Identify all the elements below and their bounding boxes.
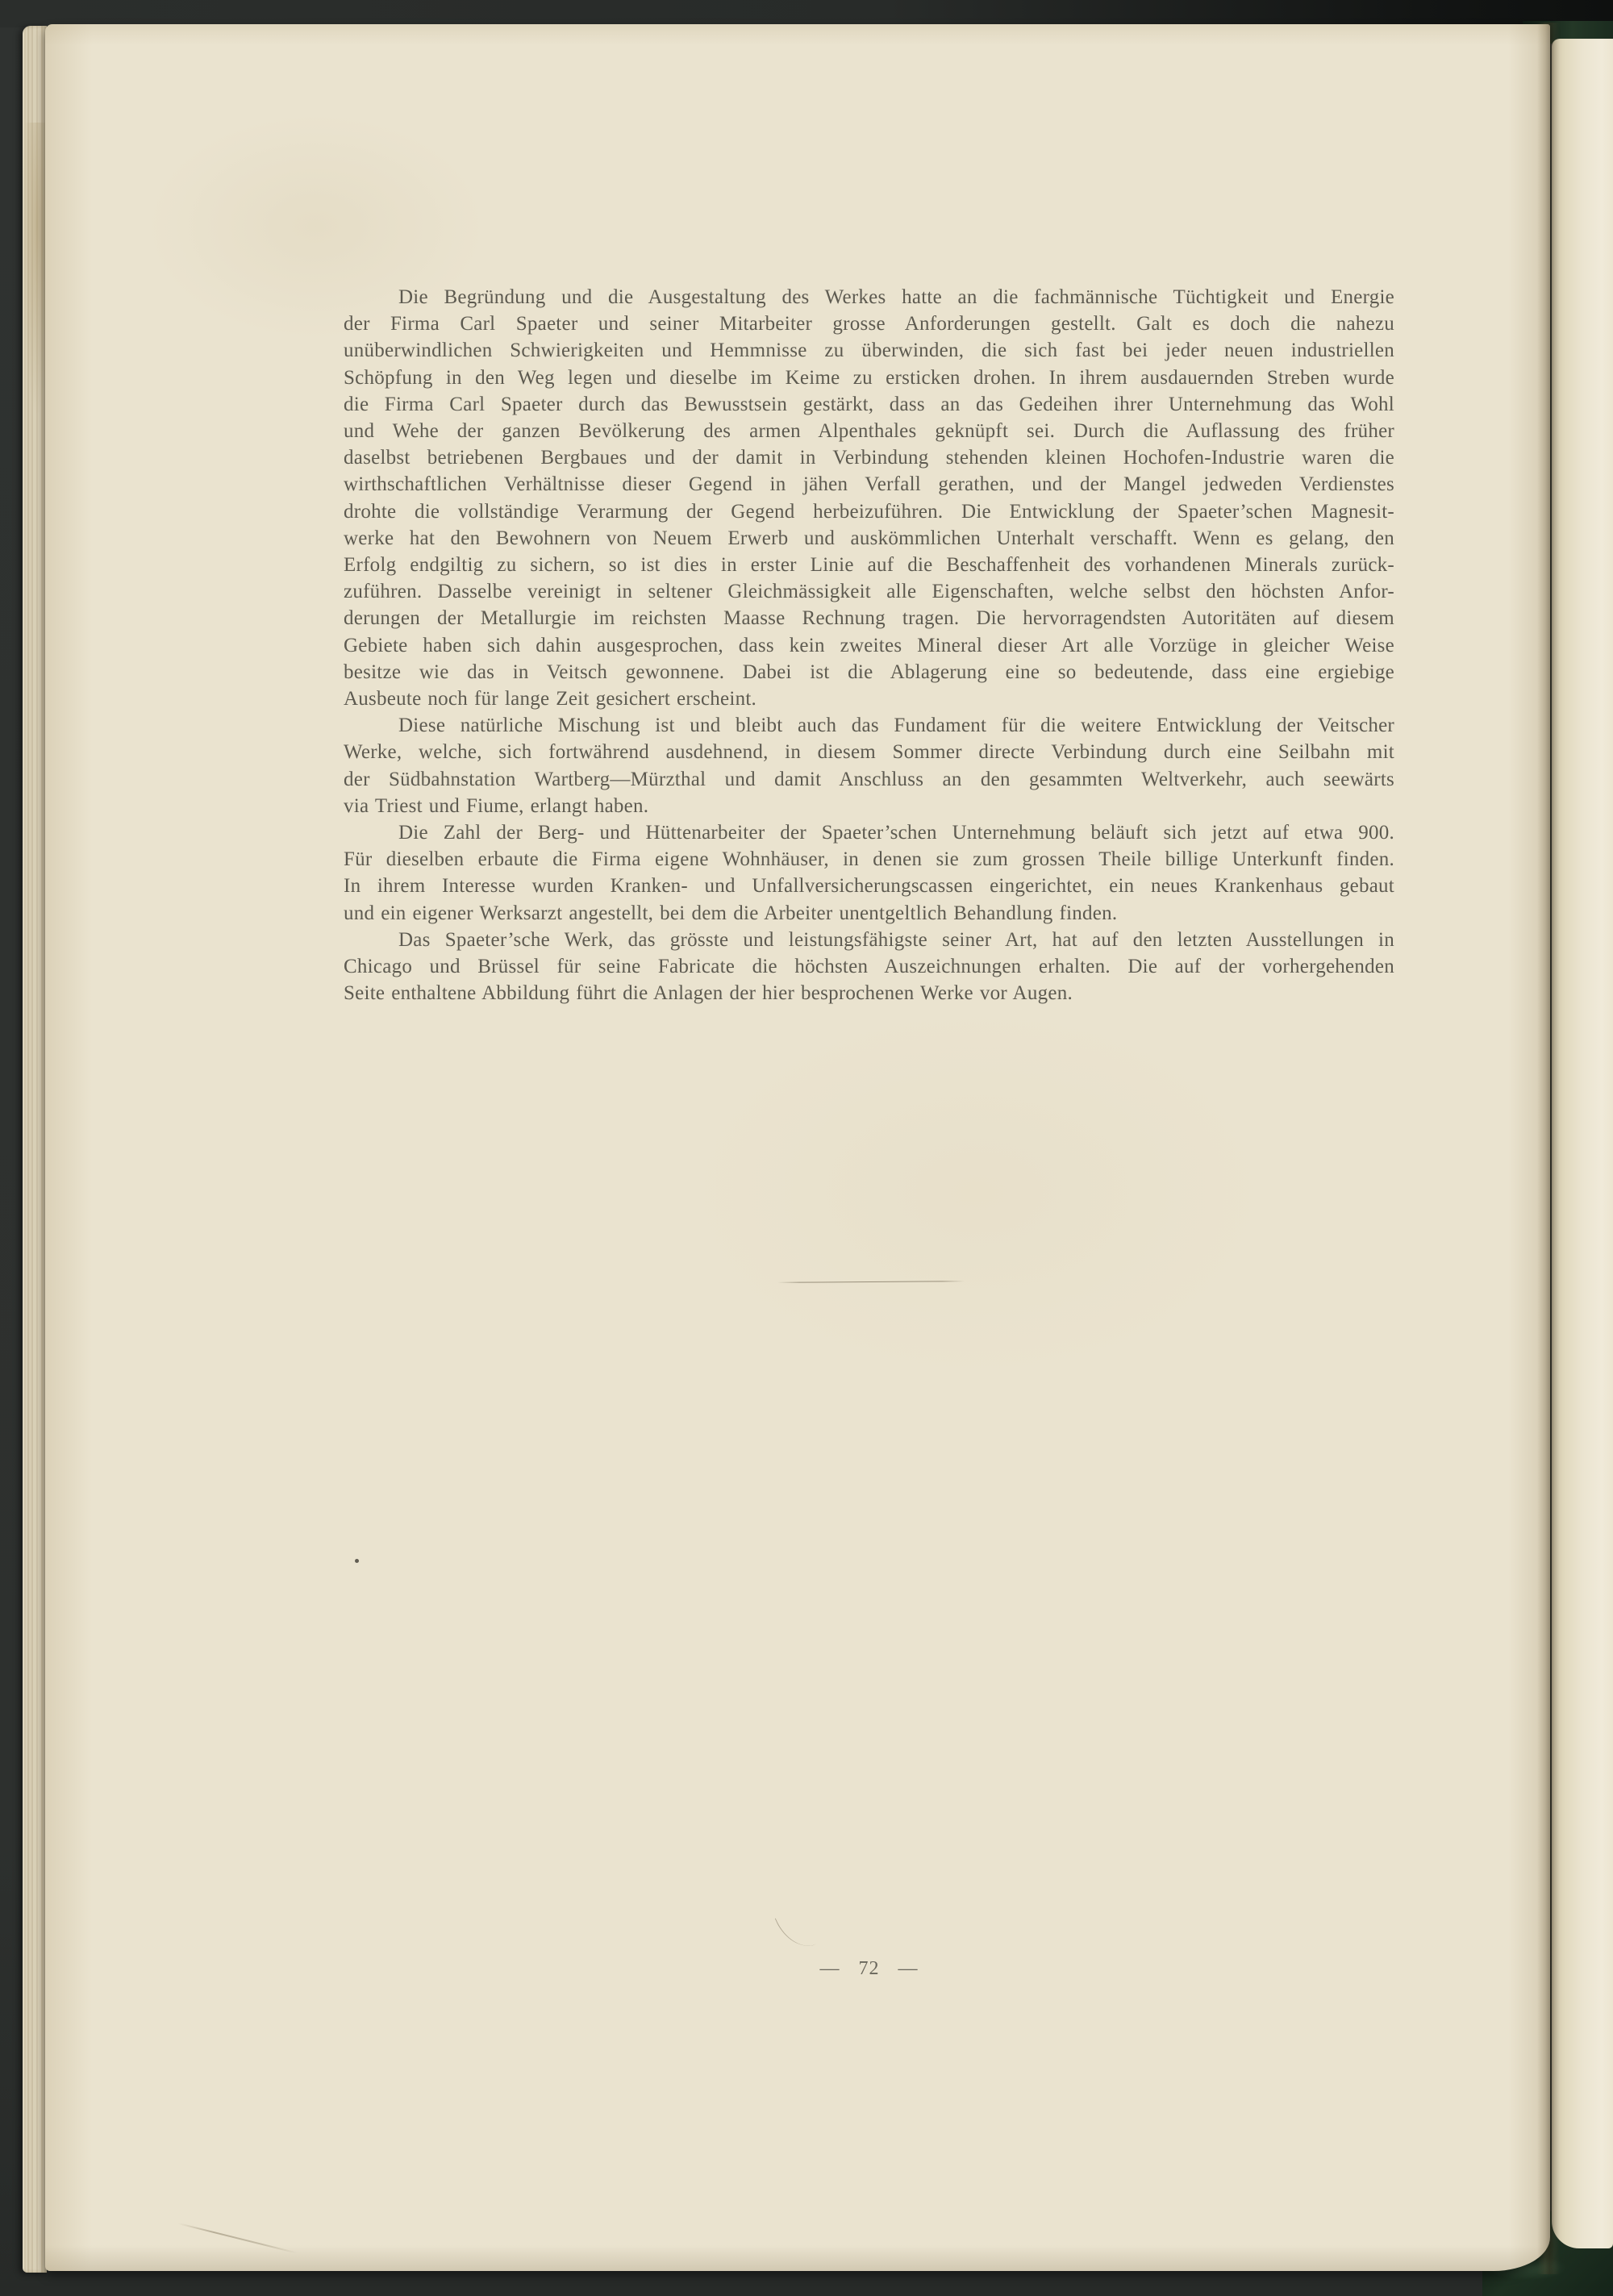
scan-artifact-speck [355,1559,359,1563]
text-line: via Triest und Fiume, erlangt haben. [344,794,649,817]
text-line: der Südbahnstation Wartberg—Mürzthal und damit Anschluss an den gesammten Weltverkehr, auch seewärts [344,768,1394,790]
text-line: Für dieselben erbaute die Firma eigene Wohnhäuser, in denen sie zum grossen Theile billige Unterkunft finden. [344,848,1394,871]
text-line: In ihrem Interesse wurden Kranken- und Unfallversicherungscassen eingerichtet, ein neues Krankenhaus gebaut [344,875,1394,898]
text-line: drohte die vollständige Verarmung der Gegend herbeizuführen. Die Entwicklung der Spaeter’schen Magnesit- [344,500,1394,523]
adjacent-page [1552,39,1613,2248]
text-line: wirthschaftlichen Verhältnisse dieser Gegend in jähen Verfall gerathen, und der Mangel jedweden Verdienstes [344,473,1394,496]
paragraph [344,712,1394,819]
text-line: Diese natürliche Mischung ist und bleibt auch das Fundament für die weitere Entwicklung der Veitscher [398,715,1394,737]
text-line: der Firma Carl Spaeter und seiner Mitarbeiter grosse Anforderungen gestellt. Galt es doch die nahezu [344,313,1394,335]
text-line: Erfolg endgiltig zu sichern, so ist dies in erster Linie auf die Beschaffenheit des vorhandenen Minerals zurück- [344,554,1394,577]
text-line: Die Begründung und die Ausgestaltung des Werkes hatte an die fachmännische Tüchtigkeit und Energie [398,286,1394,308]
text-line: Ausbeute noch für lange Zeit gesichert erscheint. [344,688,757,710]
text-line: Die Zahl der Berg- und Hüttenarbeiter der Spaeter’schen Unternehmung beläuft sich jetzt auf etwa 900. [398,822,1394,844]
paragraph [344,819,1394,927]
backdrop-top-strip [0,0,1613,27]
text-line: Schöpfung in den Weg legen und dieselbe im Keime zu ersticken drohen. In ihrem ausdauernden Streben wurde [344,366,1394,389]
text-line: Werke, welche, sich fortwährend ausdehnend, in diesem Sommer directe Verbindung durch eine Seilbahn mit [344,741,1394,764]
text-line: zuführen. Dasselbe vereinigt in seltener Gleichmässigkeit alle Eigenschaften, welche selbst den höchsten Anfor- [344,581,1394,603]
text-line: werke hat den Bewohnern von Neuem Erwerb und auskömmlichen Unterhalt verschafft. Wenn es gelang, den [344,527,1394,549]
text-line: Das Spaeter’sche Werk, das grösste und leistungsfähigste seiner Art, hat auf den letzten Ausstellungen in [398,928,1394,951]
section-divider [777,1281,965,1283]
text-block [344,284,1394,1006]
page [45,24,1550,2271]
page-edge-stack [23,26,47,2273]
text-line: besitze wie das in Veitsch gewonnene. Dabei ist die Ablagerung eine so bedeutende, dass eine ergiebige [344,660,1394,683]
text-line: unüberwindlichen Schwierigkeiten und Hemmnisse zu überwinden, die sich fast bei jeder neuen industriellen [344,340,1394,362]
text-line: Gebiete haben sich dahin ausgesprochen, dass kein zweites Mineral dieser Art alle Vorzüge in gleicher Weise [344,634,1394,656]
text-line: Seite enthaltene Abbildung führt die Anlagen der hier besprochenen Werke vor Augen. [344,982,1073,1005]
paragraph [344,927,1394,1007]
text-line: und Wehe der ganzen Bevölkerung des armen Alpenthales geknüpft sei. Durch die Auflassung des früher [344,420,1394,443]
text-line: daselbst betriebenen Bergbaues und der damit in Verbindung stehenden kleinen Hochofen-Industrie waren die [344,447,1394,469]
page-number: — 72 — [819,1958,919,1979]
text-line: Chicago und Brüssel für seine Fabricate die höchsten Auszeichnungen erhalten. Die auf der vorhergehenden [344,956,1394,978]
text-line: die Firma Carl Spaeter durch das Bewusstsein gestärkt, dass an das Gedeihen ihrer Unternehmung das Wohl [344,393,1394,415]
text-line: und ein eigener Werksarzt angestellt, bei dem die Arbeiter unentgeltlich Behandlung finden. [344,902,1118,924]
paragraph [344,284,1394,712]
scan-artifact-crease [178,2223,298,2254]
scan-artifact-scratch [775,1904,823,1955]
text-line: derungen der Metallurgie im reichsten Maasse Rechnung tragen. Die hervorragendsten Autoritäten auf diesem [344,607,1394,630]
